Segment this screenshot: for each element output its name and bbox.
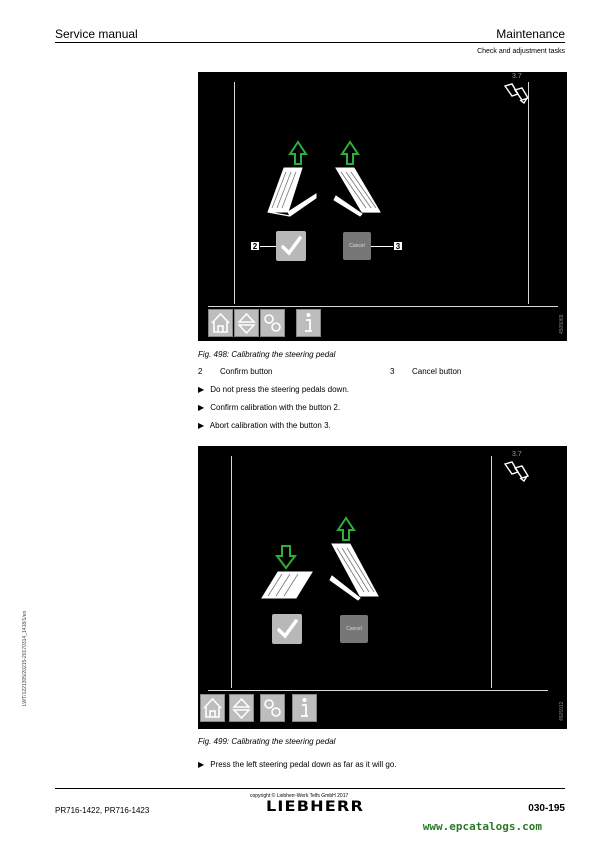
checkmark-icon [276, 231, 306, 261]
right-pedal-icon [326, 512, 384, 602]
footer-rule [55, 788, 565, 789]
info-button[interactable] [296, 309, 321, 337]
bullet-triangle-icon: ▶ [198, 403, 205, 412]
bullet-item: ▶ Abort calibration with the button 3. [198, 421, 331, 430]
document-code: LWT/1221305/20215-20170314_1418/1/en [22, 610, 28, 706]
info-button[interactable] [292, 694, 317, 722]
header-subtitle: Check and adjustment tasks [477, 48, 565, 55]
home-icon [209, 310, 232, 336]
screen-bottom-line [208, 306, 558, 307]
left-pedal-icon [264, 136, 322, 218]
up-down-button[interactable] [234, 309, 259, 337]
website-watermark[interactable]: www.epcatalogs.com [422, 820, 542, 833]
header-rule [55, 42, 565, 43]
screen-right-line [491, 456, 492, 688]
copyright: copyright © Liebherr-Werk Telfs GmbH 2017 [250, 793, 349, 799]
up-down-arrows-icon [235, 310, 258, 336]
confirm-button[interactable] [272, 614, 302, 644]
up-down-button[interactable] [229, 694, 254, 722]
steering-wheel-icon [502, 82, 532, 104]
checkmark-icon [272, 614, 302, 644]
bullet-item: ▶ Confirm calibration with the button 2. [198, 403, 341, 412]
gears-icon [261, 695, 284, 721]
legend-text: Confirm button [220, 367, 273, 376]
settings-button[interactable] [260, 694, 285, 722]
corner-number: 3.7 [512, 451, 522, 458]
callout-2: 2 [250, 241, 260, 251]
bullet-triangle-icon: ▶ [198, 385, 205, 394]
legend-item-3 [390, 367, 461, 376]
home-icon [201, 695, 224, 721]
screen-bottom-line [208, 690, 548, 691]
info-icon [293, 695, 316, 721]
screen-right-line [528, 82, 529, 304]
figure2-id: 4505912 [559, 701, 565, 721]
figure1-caption: Fig. 498: Calibrating the steering pedal [198, 350, 336, 359]
brand-logo: LIEBHERR [266, 799, 365, 815]
callout-3-line [371, 246, 393, 247]
bullet-triangle-icon: ▶ [198, 760, 205, 769]
right-pedal-icon [330, 136, 388, 218]
callout-2-line [260, 246, 276, 247]
callout-3: 3 [393, 241, 403, 251]
corner-number: 3.7 [512, 73, 522, 80]
screen-left-line [231, 456, 232, 688]
left-pedal-pressed-icon [258, 542, 320, 602]
confirm-button[interactable] [276, 231, 306, 261]
gears-icon [261, 310, 284, 336]
bullet-triangle-icon: ▶ [198, 421, 205, 430]
info-icon [297, 310, 320, 336]
screen-left-line [234, 82, 235, 304]
header-left: Service manual [55, 27, 138, 41]
cancel-button[interactable]: Cancel [340, 615, 368, 643]
up-down-arrows-icon [230, 695, 253, 721]
home-button[interactable] [200, 694, 225, 722]
header-right: Maintenance [496, 27, 565, 41]
model-numbers: PR716-1422, PR716-1423 [55, 806, 150, 815]
home-button[interactable] [208, 309, 233, 337]
steering-wheel-icon [502, 460, 532, 482]
legend-item-2 [198, 367, 272, 376]
figure1-screen [198, 72, 567, 341]
legend-number: 2 [198, 367, 203, 376]
legend-text: Cancel button [412, 367, 462, 376]
figure1-id: 4505069 [559, 314, 565, 334]
figure2-caption: Fig. 499: Calibrating the steering pedal [198, 737, 336, 746]
legend-number: 3 [390, 367, 395, 376]
cancel-button[interactable]: Cancel [343, 232, 371, 260]
page-number: 030-195 [528, 803, 565, 814]
settings-button[interactable] [260, 309, 285, 337]
bullet-item: ▶ Do not press the steering pedals down. [198, 385, 349, 394]
figure2-screen [198, 446, 567, 729]
bullet-item: ▶ Press the left steering pedal down as far as it will go. [198, 760, 397, 769]
